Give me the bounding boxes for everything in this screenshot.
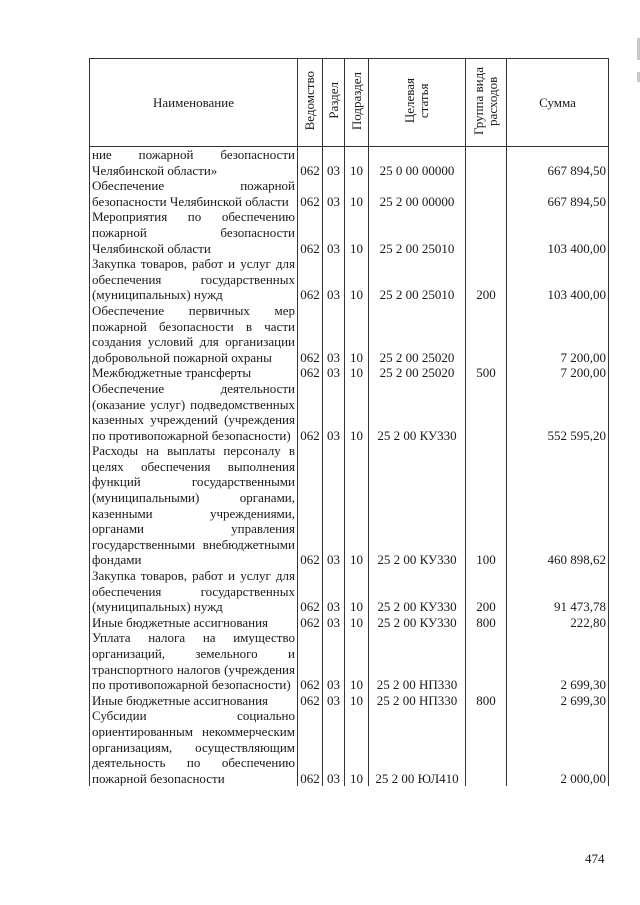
table-row: [90, 381, 609, 443]
cell-department: 062: [298, 381, 323, 443]
cell-department: 062: [298, 147, 323, 179]
cell-subsection: 10: [345, 303, 369, 365]
cell-amount: 2 699,30: [507, 630, 609, 692]
cell-department: 062: [298, 708, 323, 786]
cell-department: 062: [298, 443, 323, 568]
cell-department: 062: [298, 303, 323, 365]
cell-expense-group: 200: [466, 256, 507, 303]
cell-section: 03: [323, 381, 345, 443]
cell-expense-group: 800: [466, 693, 507, 709]
budget-table: [89, 58, 609, 786]
cell-amount: 2 000,00: [507, 708, 609, 786]
cell-subsection: 10: [345, 256, 369, 303]
table-row: [90, 365, 609, 381]
table-row: [90, 147, 609, 179]
cell-name: ние пожарной безопасности Челябинской области»: [90, 147, 298, 179]
cell-section: 03: [323, 615, 345, 631]
cell-department: 062: [298, 178, 323, 209]
cell-amount: 667 894,50: [507, 147, 609, 179]
cell-target-item: 25 2 00 ЮЛ410: [369, 708, 466, 786]
cell-amount: 7 200,00: [507, 365, 609, 381]
cell-section: 03: [323, 178, 345, 209]
cell-subsection: 10: [345, 178, 369, 209]
cell-section: 03: [323, 209, 345, 256]
table-header-row: [90, 59, 609, 147]
cell-name: Обеспечение первичных мер пожарной безопасности в части создания условий для организации добровольной пожарной охраны: [90, 303, 298, 365]
table-row: [90, 615, 609, 631]
cell-expense-group: 800: [466, 615, 507, 631]
cell-target-item: 25 2 00 25010: [369, 256, 466, 303]
cell-target-item: 25 0 00 00000: [369, 147, 466, 179]
cell-department: 062: [298, 693, 323, 709]
cell-expense-group: [466, 209, 507, 256]
header-expense-group: Группа вида расходов: [466, 59, 507, 147]
cell-target-item: 25 2 00 25020: [369, 303, 466, 365]
cell-subsection: 10: [345, 209, 369, 256]
cell-department: 062: [298, 365, 323, 381]
cell-subsection: 10: [345, 147, 369, 179]
cell-amount: 552 595,20: [507, 381, 609, 443]
cell-subsection: 10: [345, 693, 369, 709]
cell-subsection: 10: [345, 615, 369, 631]
cell-section: 03: [323, 303, 345, 365]
cell-target-item: 25 2 00 КУ330: [369, 568, 466, 615]
cell-department: 062: [298, 568, 323, 615]
cell-expense-group: [466, 303, 507, 365]
table-row: [90, 708, 609, 786]
cell-amount: 2 699,30: [507, 693, 609, 709]
cell-target-item: 25 2 00 КУ330: [369, 381, 466, 443]
cell-expense-group: 100: [466, 443, 507, 568]
cell-amount: 7 200,00: [507, 303, 609, 365]
table-row: [90, 693, 609, 709]
header-target-item: Целевая статья: [369, 59, 466, 147]
cell-name: Расходы на выплаты персоналу в целях обеспечения выполнения функций государственными (муниципальными) органами, казенными учреждениями, органами управления государственными внебюджетными фондами: [90, 443, 298, 568]
cell-name: Уплата налога на имущество организаций, земельного и транспортного налогов (учреждения по противопожарной безопасности): [90, 630, 298, 692]
cell-expense-group: [466, 147, 507, 179]
table-row: [90, 443, 609, 568]
cell-name: Иные бюджетные ассигнования: [90, 615, 298, 631]
cell-department: 062: [298, 256, 323, 303]
cell-section: 03: [323, 630, 345, 692]
cell-name: Обеспечение пожарной безопасности Челябинской области: [90, 178, 298, 209]
cell-expense-group: [466, 708, 507, 786]
cell-subsection: 10: [345, 568, 369, 615]
cell-section: 03: [323, 256, 345, 303]
cell-expense-group: 500: [466, 365, 507, 381]
cell-department: 062: [298, 615, 323, 631]
cell-amount: 103 400,00: [507, 209, 609, 256]
table-row: [90, 303, 609, 365]
cell-section: 03: [323, 147, 345, 179]
cell-name: Закупка товаров, работ и услуг для обеспечения государственных (муниципальных) нужд: [90, 256, 298, 303]
cell-target-item: 25 2 00 КУ330: [369, 615, 466, 631]
cell-target-item: 25 2 00 25010: [369, 209, 466, 256]
cell-amount: 91 473,78: [507, 568, 609, 615]
cell-target-item: 25 2 00 25020: [369, 365, 466, 381]
cell-target-item: 25 2 00 КУ330: [369, 443, 466, 568]
cell-target-item: 25 2 00 НП330: [369, 693, 466, 709]
header-section: Раздел: [323, 59, 345, 147]
cell-name: Обеспечение деятельности (оказание услуг) подведомственных казенных учреждений (учреждения по противопожарной безопасности): [90, 381, 298, 443]
header-subsection: Подраздел: [345, 59, 369, 147]
cell-amount: 103 400,00: [507, 256, 609, 303]
page-number: 474: [585, 851, 605, 866]
cell-amount: 667 894,50: [507, 178, 609, 209]
cell-section: 03: [323, 365, 345, 381]
cell-department: 062: [298, 209, 323, 256]
header-department: Ведомство: [298, 59, 323, 147]
cell-expense-group: [466, 381, 507, 443]
cell-name: Иные бюджетные ассигнования: [90, 693, 298, 709]
cell-department: 062: [298, 630, 323, 692]
cell-amount: 222,80: [507, 615, 609, 631]
table-row: [90, 209, 609, 256]
cell-target-item: 25 2 00 НП330: [369, 630, 466, 692]
cell-amount: 460 898,62: [507, 443, 609, 568]
cell-subsection: 10: [345, 630, 369, 692]
table-row: [90, 256, 609, 303]
cell-section: 03: [323, 443, 345, 568]
table-row: [90, 568, 609, 615]
header-amount: Сумма: [507, 59, 609, 147]
cell-expense-group: [466, 630, 507, 692]
cell-name: Межбюджетные трансферты: [90, 365, 298, 381]
cell-subsection: 10: [345, 708, 369, 786]
cell-name: Закупка товаров, работ и услуг для обеспечения государственных (муниципальных) нужд: [90, 568, 298, 615]
header-name: Наименование: [90, 59, 298, 147]
cell-subsection: 10: [345, 443, 369, 568]
cell-expense-group: 200: [466, 568, 507, 615]
cell-subsection: 10: [345, 381, 369, 443]
cell-target-item: 25 2 00 00000: [369, 178, 466, 209]
cell-section: 03: [323, 568, 345, 615]
cell-subsection: 10: [345, 365, 369, 381]
table-row: [90, 178, 609, 209]
table-row: [90, 630, 609, 692]
cell-section: 03: [323, 693, 345, 709]
cell-expense-group: [466, 178, 507, 209]
cell-section: 03: [323, 708, 345, 786]
cell-name: Субсидии социально ориентированным некоммерческим организациям, осуществляющим деятельность по обеспечению пожарной безопасности: [90, 708, 298, 786]
cell-name: Мероприятия по обеспечению пожарной безопасности Челябинской области: [90, 209, 298, 256]
